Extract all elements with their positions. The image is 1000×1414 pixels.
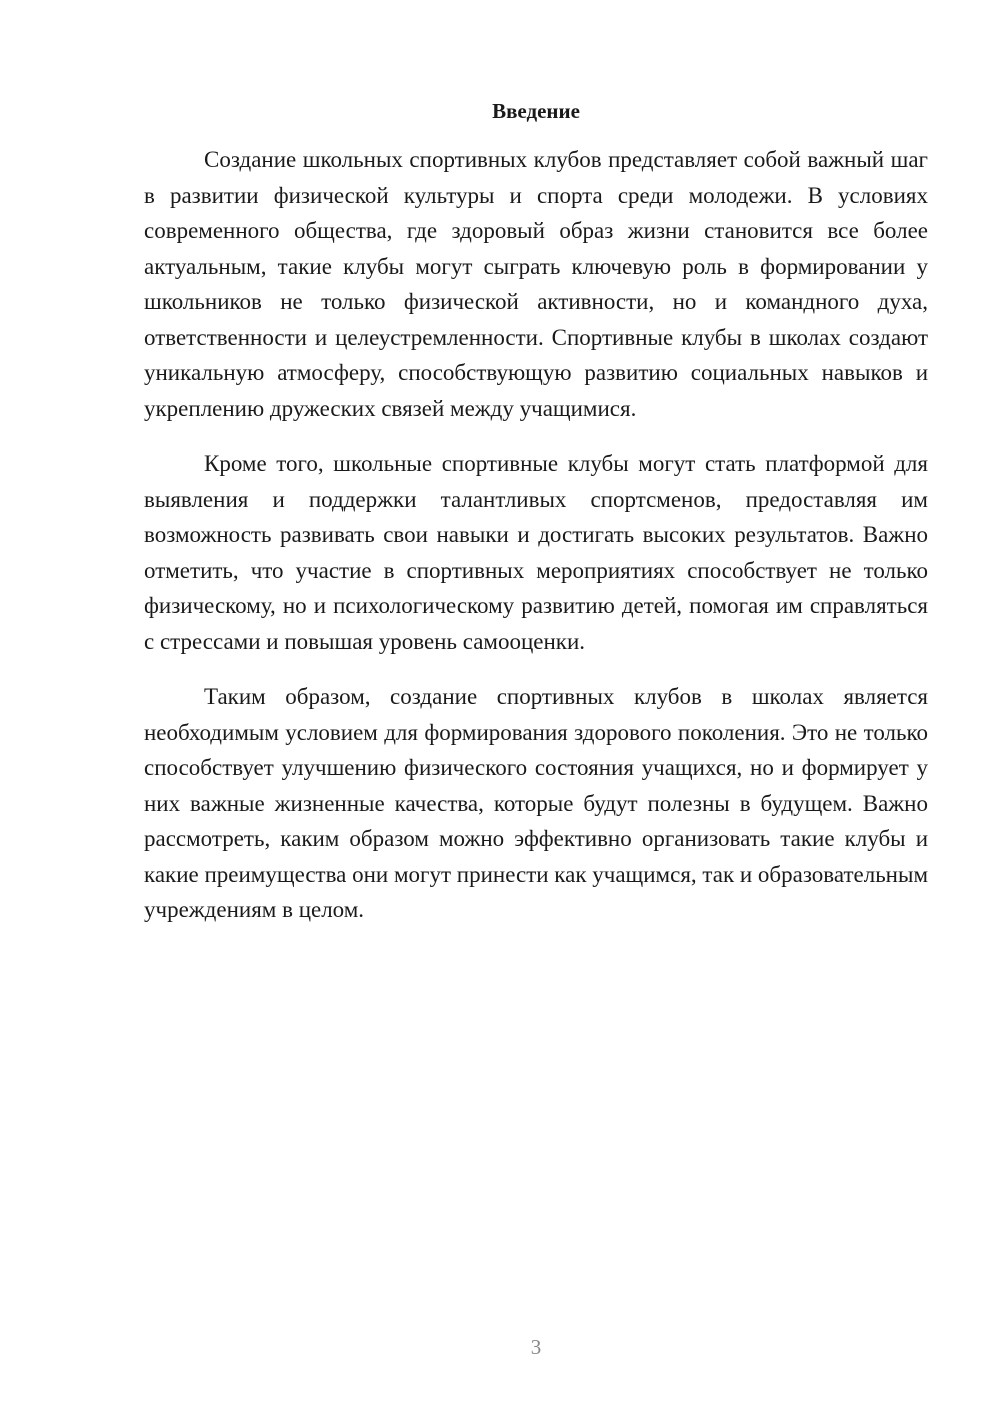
body-text <box>144 142 928 948</box>
paragraph-2: Кроме того, школьные спортивные клубы могут стать платформой для выявления и поддержки талантливых спортсменов, предоставляя им возможность развивать свои навыки и достигать высоких результатов. Важно отметить, что участие в спортивных мероприятиях способствует не только физическому, но и психологическому развитию детей, помогая им справляться с стрессами и повышая уровень самооценки. <box>144 451 928 654</box>
paragraph-3: Таким образом, создание спортивных клубов в школах является необходимым условием для формирования здорового поколения. Это не только способствует улучшению физического состояния учащихся, но и формирует у них важные жизненные качества, которые будут полезны в будущем. Важно рассмотреть, каким образом можно эффективно организовать такие клубы и какие преимущества они могут принести как учащимся, так и образовательным учреждениям в целом. <box>144 684 928 922</box>
page-number: 3 <box>530 1335 542 1359</box>
paragraph-1: Создание школьных спортивных клубов представляет собой важный шаг в развитии физической культуры и спорта среди молодежи. В условиях современного общества, где здоровый образ жизни становится все более актуальным, такие клубы могут сыграть ключевую роль в формировании у школьников не только физической активности, но и командного духа, ответственности и целеустремленности. Спортивные клубы в школах создают уникальную атмосферу, способствующую развитию социальных навыков и укреплению дружеских связей между учащимися. <box>144 147 928 421</box>
section-title: Введение <box>492 99 580 123</box>
